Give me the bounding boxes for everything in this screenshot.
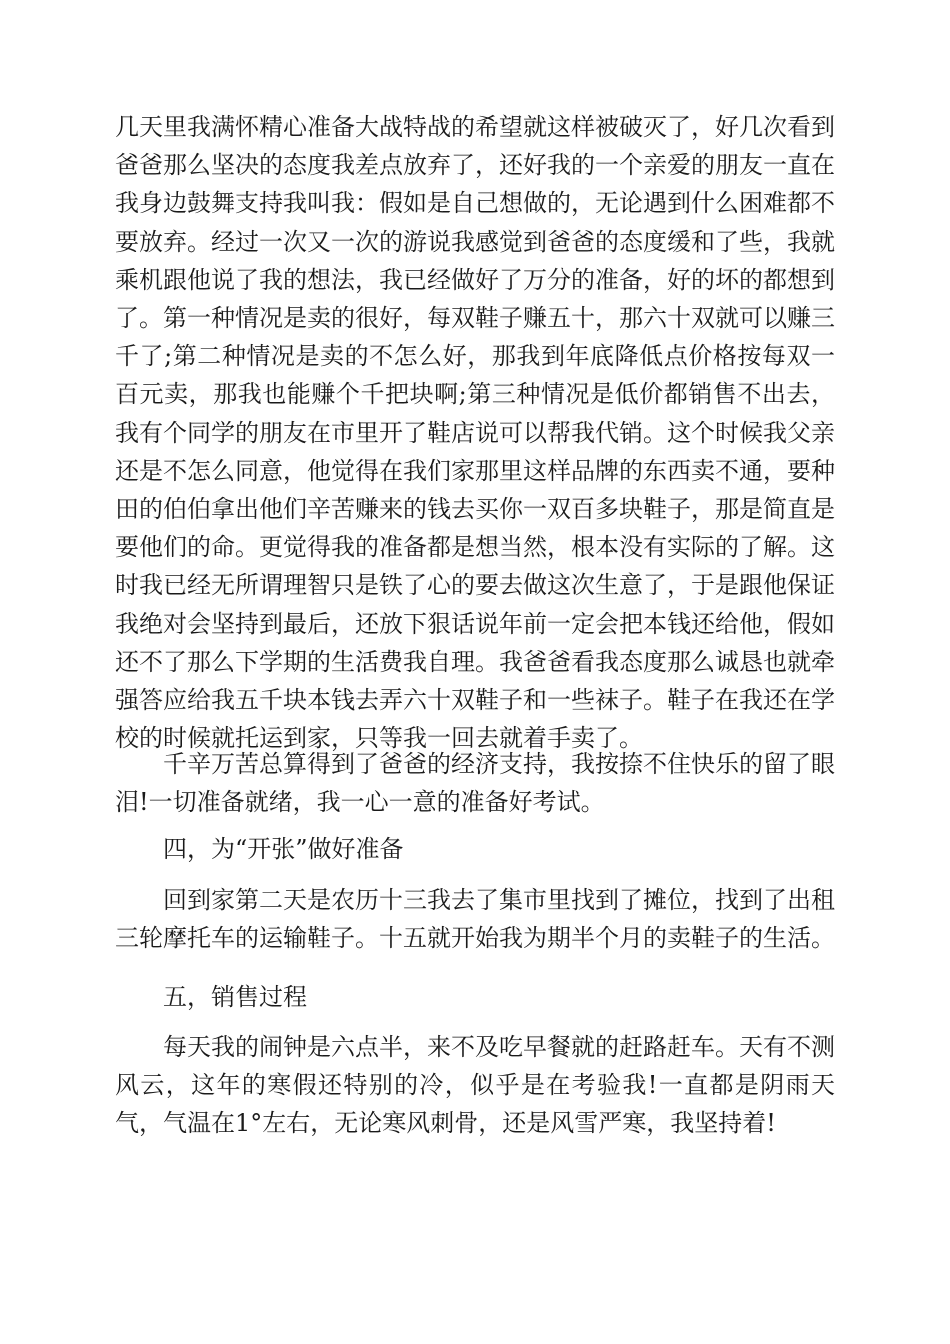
body-paragraph: 每天我的闹钟是六点半，来不及吃早餐就的赶路赶车。天有不测风云，这年的寒假还特别的冷，似乎是在考验我!一直都是阴雨天气，气温在1°左右，无论寒风刺骨，还是风雪严寒，我坚持着! [115,1033,835,1138]
section-heading: 四，为“开张”做好准备 [163,835,404,863]
section-heading: 五，销售过程 [163,983,307,1011]
body-paragraph: 回到家第二天是农历十三我去了集市里找到了摊位，找到了出租三轮摩托车的运输鞋子。十五就开始我为期半个月的卖鞋子的生活。 [115,886,835,953]
body-paragraph: 千辛万苦总算得到了爸爸的经济支持，我按捺不住快乐的留了眼泪!一切准备就绪，我一心一意的准备好考试。 [115,750,835,817]
body-paragraph: 几天里我满怀精心准备大战特战的希望就这样被破灭了，好几次看到爸爸那么坚决的态度我差点放弃了，还好我的一个亲爱的朋友一直在我身边鼓舞支持我叫我：假如是自己想做的，无论遇到什么困难都不要放弃。经过一次又一次的游说我感觉到爸爸的态度缓和了些，我就乘机跟他说了我的想法，我已经做好了万分的准备，好的坏的都想到了。第一种情况是卖的很好，每双鞋子赚五十，那六十双就可以赚三千了;第二种情况是卖的不怎么好，那我到年底降低点价格按每双一百元卖，那我也能赚个千把块啊;第三种情况是低价都销售不出去，我有个同学的朋友在市里开了鞋店说可以帮我代销。这个时候我父亲还是不怎么同意，他觉得在我们家那里这样品牌的东西卖不通，要种田的伯伯拿出他们辛苦赚来的钱去买你一双百多块鞋子，那是简直是要他们的命。更觉得我的准备都是想当然，根本没有实际的了解。这时我已经无所谓理智只是铁了心的要去做这次生意了，于是跟他保证我绝对会坚持到最后，还放下狠话说年前一定会把本钱还给他，假如还不了那么下学期的生活费我自理。我爸爸看我态度那么诚恳也就牵强答应给我五千块本钱去弄六十双鞋子和一些袜子。鞋子在我还在学校的时候就托运到家，只等我一回去就着手卖了。 [115,113,835,753]
